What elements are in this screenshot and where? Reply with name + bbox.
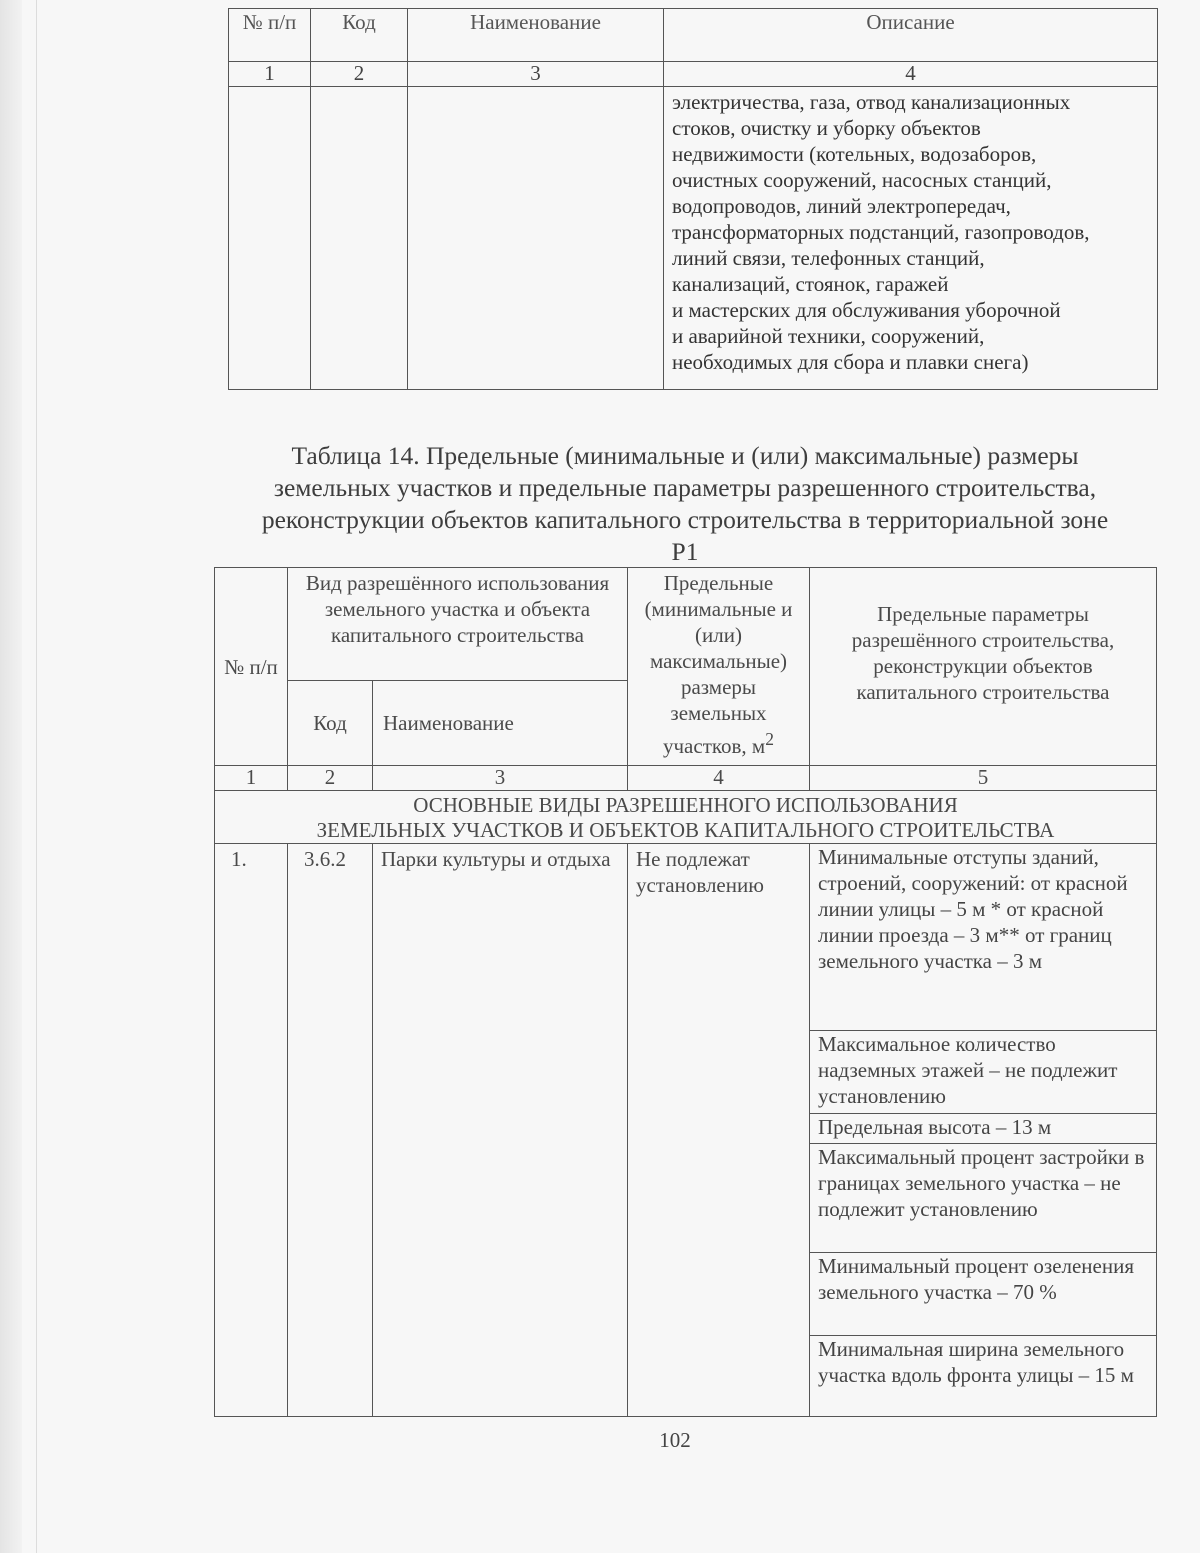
row-plot-sizes: Не подлежат установлению	[628, 844, 810, 1417]
description-line: электричества, газа, отвод канализационных	[672, 90, 1071, 114]
description-line: трансформаторных подстанций, газопроводов,	[672, 220, 1090, 244]
column-number: 4	[664, 62, 1158, 87]
caption-line: Таблица 14. Предельные (минимальные и (или) максимальные) размеры	[291, 441, 1079, 470]
caption-line: реконструкции объектов капитального строительства в территориальной зоне	[261, 505, 1109, 534]
empty-cell	[408, 87, 664, 390]
previous-table-header-row	[229, 9, 1158, 62]
previous-table-column-numbers	[229, 62, 1158, 87]
header-construction-params: Предельные параметры разрешённого строительства, реконструкции объектов капитального строительства	[810, 568, 1157, 766]
section-title-line: ОСНОВНЫЕ ВИДЫ РАЗРЕШЕННОГО ИСПОЛЬЗОВАНИЯ	[413, 793, 958, 817]
param-setbacks: Минимальные отступы зданий, строений, сооружений: от красной линии улицы – 5 м * от красной линии проезда – 3 м** от границ земельного участка – 3 м	[810, 844, 1156, 1031]
table-caption	[212, 440, 1158, 568]
section-title-line: ЗЕМЕЛЬНЫХ УЧАСТКОВ И ОБЪЕКТОВ КАПИТАЛЬНОГО СТРОИТЕЛЬСТВА	[316, 818, 1055, 842]
column-numbers-row	[215, 766, 1157, 791]
column-number: 2	[288, 766, 373, 791]
header-code: Код	[288, 681, 373, 766]
caption-line: Р1	[671, 537, 699, 566]
empty-cell	[311, 87, 408, 390]
header-row-1	[215, 568, 1157, 681]
caption-line: земельных участков и предельные параметры разрешенного строительства,	[273, 473, 1097, 502]
row-code: 3.6.2	[288, 844, 373, 1417]
header-plot-sizes-text: Предельные (минимальные и (или) максимальные) размеры земельных участков, м	[644, 571, 793, 758]
description-line: канализаций, стоянок, гаражей	[672, 272, 949, 296]
limits-table	[214, 567, 1157, 1417]
description-line: линий связи, телефонных станций,	[672, 246, 985, 270]
description-continuation	[664, 87, 1158, 390]
description-line: и мастерских для обслуживания уборочной	[672, 298, 1061, 322]
column-number: 3	[373, 766, 628, 791]
column-number: 4	[628, 766, 810, 791]
scan-edge	[0, 0, 22, 1553]
description-line: стоков, очистку и уборку объектов	[672, 116, 981, 140]
header-name: Наименование	[408, 9, 664, 62]
description-line: водопроводов, линий электропередач,	[672, 194, 1011, 218]
column-number: 1	[229, 62, 311, 87]
column-number: 3	[408, 62, 664, 87]
page-number: 102	[659, 1428, 691, 1452]
section-title	[215, 791, 1157, 844]
header-name: Наименование	[373, 681, 628, 766]
empty-cell	[229, 87, 311, 390]
header-plot-sizes	[628, 568, 810, 766]
column-number: 1	[215, 766, 288, 791]
scan-edge-line	[36, 0, 37, 1553]
description-line: и аварийной техники, сооружений,	[672, 324, 985, 348]
header-permitted-use-group: Вид разрешённого использования земельного участка и объекта капитального строительства	[288, 568, 628, 681]
header-description: Описание	[664, 9, 1158, 62]
param-max-height: Предельная высота – 13 м	[810, 1114, 1156, 1144]
description-line: необходимых для сбора и плавки снега)	[672, 350, 1029, 374]
row-name: Парки культуры и отдыха	[373, 844, 628, 1417]
param-max-coverage: Максимальный процент застройки в границах земельного участка – не подлежит установлению	[810, 1144, 1156, 1253]
header-no: № п/п	[215, 568, 288, 766]
previous-table-body-row	[229, 87, 1158, 390]
table-row	[215, 844, 1157, 1417]
param-max-floors: Максимальное количество надземных этажей – не подлежит установлению	[810, 1031, 1156, 1114]
row-params	[810, 844, 1157, 1417]
previous-table	[228, 8, 1158, 390]
description-line: недвижимости (котельных, водозаборов,	[672, 142, 1037, 166]
header-code: Код	[311, 9, 408, 62]
section-row	[215, 791, 1157, 844]
param-min-frontage: Минимальная ширина земельного участка вдоль фронта улицы – 15 м	[818, 1337, 1134, 1387]
header-plot-sizes-superscript: 2	[765, 729, 774, 749]
param-min-greening: Минимальный процент озеленения земельного участка – 70 %	[810, 1253, 1156, 1336]
header-no: № п/п	[229, 9, 311, 62]
column-number: 5	[810, 766, 1157, 791]
column-number: 2	[311, 62, 408, 87]
row-number: 1.	[215, 844, 288, 1417]
description-line: очистных сооружений, насосных станций,	[672, 168, 1052, 192]
